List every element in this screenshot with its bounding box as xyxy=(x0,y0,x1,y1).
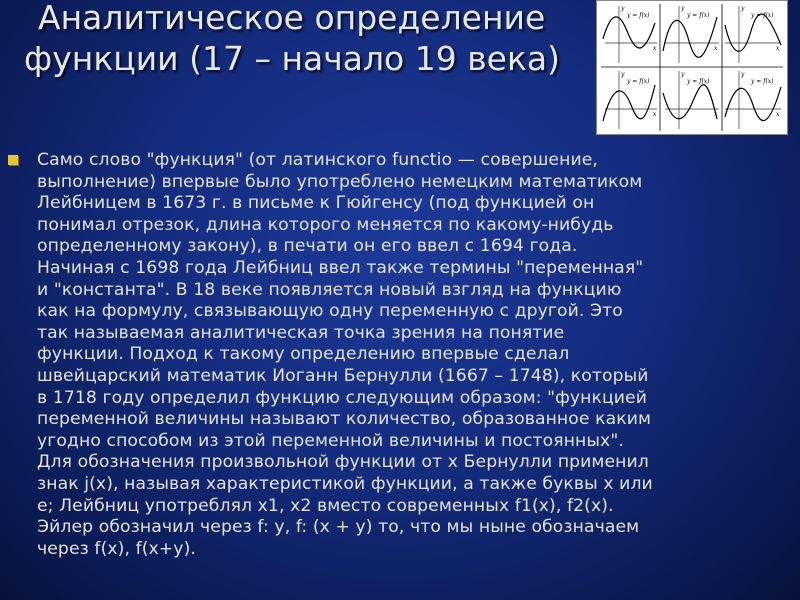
label-x-1: x xyxy=(653,45,657,52)
label-fx-6: y = f(x) xyxy=(751,78,774,85)
label-y-5: y xyxy=(681,71,685,78)
body-line: Начиная с 1698 года Лейбниц ввел также термины "переменная" xyxy=(37,257,644,278)
slide-title-line-1: Аналитическое определение xyxy=(38,0,546,37)
body-line: e; Лейбниц употреблял x1, x2 вместо современных f1(x), f2(x). xyxy=(37,495,614,516)
slide-title-line-2: функции (17 – начало 19 века) xyxy=(24,39,560,78)
label-y-1: y xyxy=(621,5,625,12)
body-line: понимал отрезок, длина которого меняется по какому-нибудь xyxy=(37,214,614,235)
body-line: Для обозначения произвольной функции от x Бернулли применил xyxy=(37,452,649,473)
label-x-3: x xyxy=(776,45,780,52)
graph-curves xyxy=(603,14,781,121)
function-graphs-svg xyxy=(597,1,787,134)
label-fx-2: y = f(x) xyxy=(687,12,710,19)
body-line: швейцарский математик Иоганн Бернулли (1667 – 1748), который xyxy=(37,365,649,386)
curve-4 xyxy=(603,85,655,121)
label-fx-3: y = f(x) xyxy=(751,12,774,19)
body-line: как на формулу, связывающую одну переменную с другой. Это xyxy=(37,301,623,322)
label-fx-5: y = f(x) xyxy=(687,78,710,85)
body-line: знак j(x), называя характеристикой функции, а также буквы x или xyxy=(37,473,653,494)
label-y-6: y xyxy=(741,71,745,78)
function-graphs-image xyxy=(596,0,788,135)
curve-2 xyxy=(663,17,717,57)
body-line: так называемая аналитическая точка зрения на понятие xyxy=(37,322,565,343)
label-x-2: x xyxy=(714,45,718,52)
bullet-square-icon xyxy=(8,155,18,165)
body-line: и "константа". В 18 веке появляется новый взгляд на функцию xyxy=(37,279,622,300)
body-text xyxy=(37,150,792,560)
body-line: угодно способом из этой переменной величины и постоянных". xyxy=(37,430,624,451)
body-line: через f(x), f(x+y). xyxy=(37,538,196,559)
body-line: переменной величины называют количество, образованное каким xyxy=(37,409,652,430)
body-line: Само слово "функция" (от латинского functio — совершение, xyxy=(37,150,598,170)
label-x-6: x xyxy=(776,111,780,118)
label-y-4: y xyxy=(621,71,625,78)
body-line: определенному закону), в печати он его ввел с 1694 года. xyxy=(37,236,578,257)
label-x-5: x xyxy=(714,111,718,118)
body-line: в 1718 году определил функцию следующим образом: "функцией xyxy=(37,387,648,408)
curve-3 xyxy=(725,14,781,51)
label-fx-1: y = f(x) xyxy=(627,12,650,19)
curve-5 xyxy=(663,85,717,119)
curve-6 xyxy=(725,87,781,121)
label-x-4: x xyxy=(653,111,657,118)
label-y-3: y xyxy=(741,5,745,12)
body-line: Лейбницем в 1673 г. в письме к Гюйгенсу (под функцией он xyxy=(37,193,595,214)
label-fx-4: y = f(x) xyxy=(627,78,650,85)
body-line: выполнение) впервые было употреблено немецким математиком xyxy=(37,171,643,192)
body-line: функции. Подход к такому определению впервые сделал xyxy=(37,344,570,365)
graph-labels xyxy=(620,5,780,118)
label-y-2: y xyxy=(681,5,685,12)
body-line: Эйлер обозначил через f: y, f: (x + y) то, что мы ныне обозначаем xyxy=(37,517,640,538)
